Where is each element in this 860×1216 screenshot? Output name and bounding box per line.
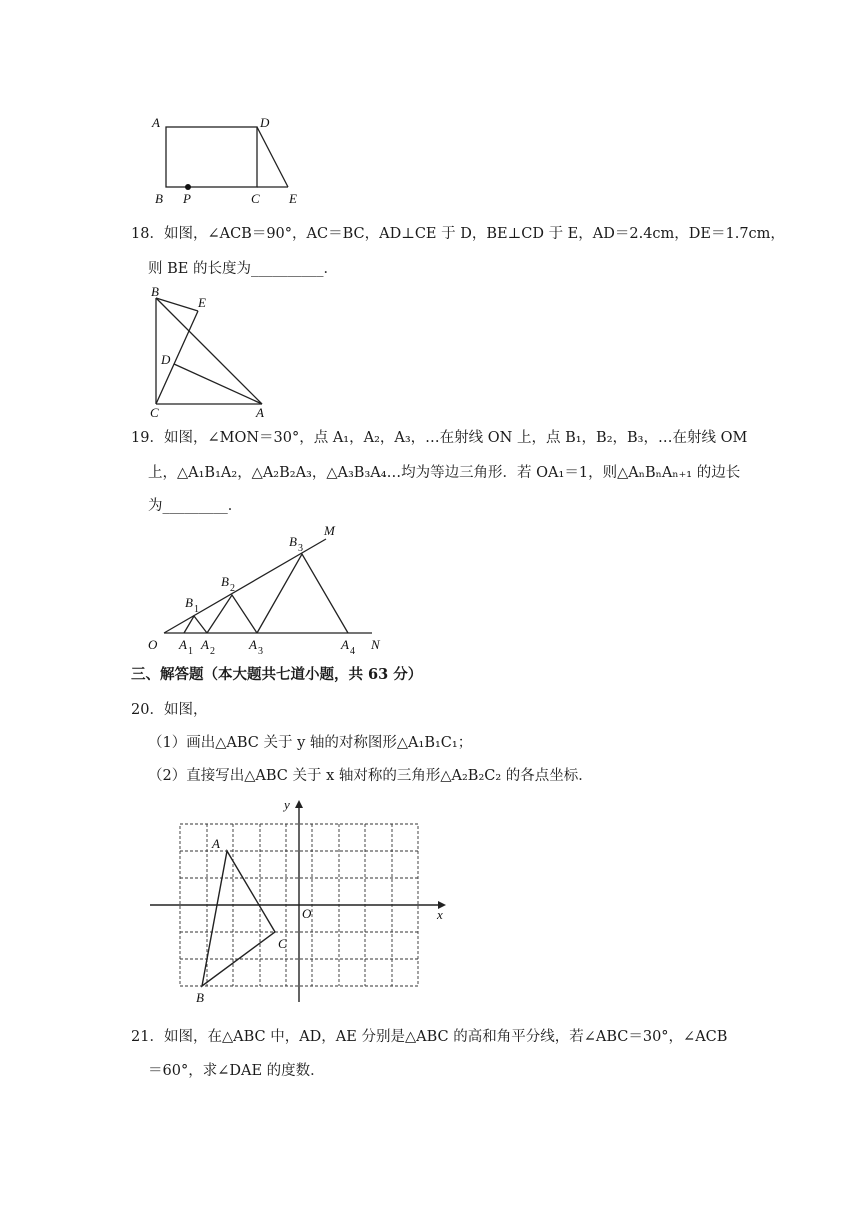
label-c: C (278, 936, 287, 951)
q19-text-line3: 为_________． (148, 498, 243, 514)
figure-q19 (140, 515, 400, 660)
rectangle-abcd (166, 127, 257, 187)
segment-de (257, 127, 288, 187)
triangle-abc (202, 851, 275, 986)
q19-text-line2: 上，△A₁B₁A₂，△A₂B₂A₃，△A₃B₃A₄…均为等边三角形．若 OA₁＝1，则△AₙBₙAₙ₊₁ 的边长 (148, 465, 741, 481)
label-n: N (371, 637, 380, 652)
label-o: O (148, 637, 158, 652)
q18-text-line2: 则 BE 的长度为__________． (148, 261, 338, 277)
q20-stem: 20．如图， (131, 702, 208, 718)
figure-q18 (140, 280, 280, 420)
label-a4-sub: 4 (350, 646, 355, 657)
label-b: B (155, 191, 163, 206)
label-a3-sub: 3 (258, 646, 263, 657)
figure-q20-grid (140, 790, 460, 1010)
q19-text-line1: 19．如图，∠MON＝30°，点 A₁，A₂，A₃，…在射线 ON 上，点 B₁，B₂，B₃，…在射线 OM (131, 430, 748, 446)
label-a2-sub: 2 (210, 646, 215, 657)
point-p (185, 184, 191, 190)
label-c: C (150, 405, 159, 420)
section-title: 三、解答题（本大题共七道小题，共 63 分） (131, 666, 423, 683)
label-o: O (302, 906, 312, 921)
label-a3: A (249, 637, 257, 652)
q21-text-line2: ＝60°，求∠DAE 的度数． (148, 1063, 325, 1079)
label-a: A (212, 836, 220, 851)
figure-q17 (148, 110, 318, 210)
label-b2: B (221, 574, 229, 589)
label-a1-sub: 1 (188, 646, 193, 657)
q21-text-line1: 21．如图，在△ABC 中，AD，AE 分别是△ABC 的高和角平分线，若∠ABC＝30°，∠ACB (131, 1029, 728, 1045)
q20-part2: （2）直接写出△ABC 关于 x 轴对称的三角形△A₂B₂C₂ 的各点坐标． (148, 768, 593, 784)
label-a1: A (179, 637, 187, 652)
label-x: x (437, 907, 443, 922)
label-c: C (251, 191, 260, 206)
label-b2-sub: 2 (230, 583, 235, 594)
label-b1-sub: 1 (194, 604, 199, 615)
label-y: y (284, 797, 290, 812)
label-a2: A (201, 637, 209, 652)
label-e: E (289, 191, 297, 206)
label-p: P (183, 191, 191, 206)
label-a: A (256, 405, 264, 420)
q20-part1: （1）画出△ABC 关于 y 轴的对称图形△A₁B₁C₁； (148, 735, 473, 751)
label-m: M (324, 523, 335, 538)
label-a4: A (341, 637, 349, 652)
label-b1: B (185, 595, 193, 610)
label-d: D (161, 352, 171, 367)
label-b: B (151, 284, 159, 299)
q18-text-line1: 18．如图，∠ACB＝90°，AC＝BC，AD⊥CE 于 D，BE⊥CD 于 E，AD＝2.4cm，DE＝1.7cm， (131, 226, 785, 242)
label-b: B (196, 990, 204, 1005)
label-b3: B (289, 534, 297, 549)
label-a: A (152, 115, 160, 130)
y-axis-arrow (295, 800, 303, 808)
label-b3-sub: 3 (298, 543, 303, 554)
label-e: E (198, 295, 206, 310)
label-d: D (260, 115, 270, 130)
